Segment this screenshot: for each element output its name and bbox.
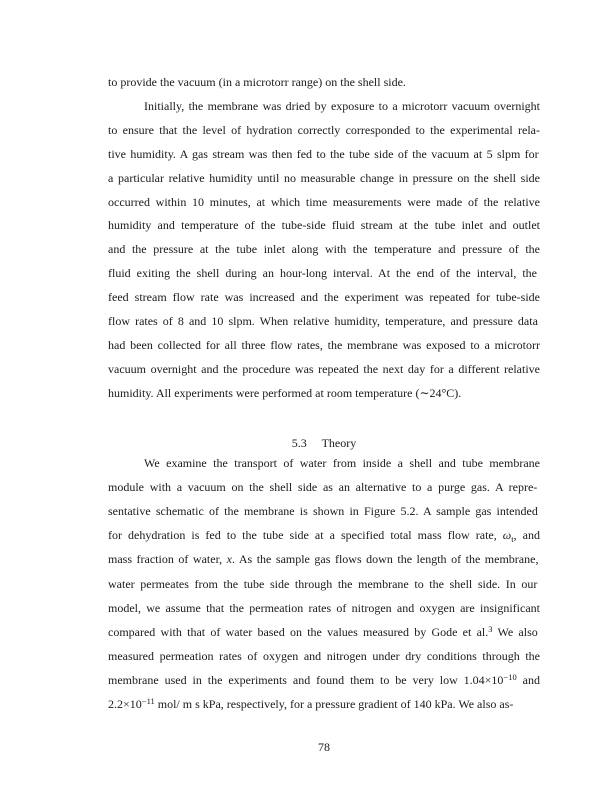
text-segment: had been collected for all three flow rates, the membrane was exposed to a microtorr bbox=[108, 337, 540, 352]
text-line bbox=[108, 337, 540, 353]
text-segment: water permeates from the tube side through the membrane to the shell side. In our bbox=[108, 576, 538, 591]
text-line bbox=[108, 527, 540, 543]
text-segment: for dehydration is fed to the tube side at a specified total mass flow rate, bbox=[108, 528, 503, 543]
text-line bbox=[108, 194, 540, 210]
text-line bbox=[108, 624, 540, 640]
text-line bbox=[108, 576, 540, 592]
text-line-content bbox=[108, 551, 538, 567]
text-line-content bbox=[108, 672, 540, 688]
page-number: 78 bbox=[318, 740, 330, 754]
text-line-content bbox=[108, 313, 538, 329]
text-line bbox=[108, 241, 540, 257]
text-segment: compared with that of water based on the values measured by Gode et al. bbox=[108, 624, 489, 639]
math-i: x bbox=[226, 552, 232, 567]
text-segment: humidity. All experiments were performed at room temperature (∼24°C). bbox=[108, 385, 462, 400]
text-line bbox=[108, 696, 540, 712]
text-segment: . As the sample gas flows down the length of the membrane, bbox=[231, 552, 539, 567]
text-segment: membrane used in the experiments and found them to be very low 1.04×10 bbox=[108, 672, 504, 687]
text-segment: mass fraction of water, bbox=[108, 552, 227, 567]
text-line bbox=[108, 313, 540, 329]
text-line-content bbox=[108, 527, 540, 543]
text-segment: , and bbox=[513, 528, 540, 543]
text-segment: to provide the vacuum (in a microtorr range) on the shell side. bbox=[108, 75, 406, 89]
text-segment: flow rates of 8 and 10 slpm. When relative humidity, temperature, and pressure data bbox=[108, 314, 538, 328]
text-line bbox=[144, 98, 540, 114]
text-line bbox=[108, 122, 540, 138]
text-segment: and bbox=[516, 672, 540, 687]
text-line-content bbox=[108, 194, 540, 210]
text-line-content bbox=[108, 361, 540, 377]
text-line-content bbox=[108, 170, 540, 186]
text-segment: a particular relative humidity until no measurable change in pressure on the shell side bbox=[108, 170, 541, 185]
text-segment: feed stream flow rate was increased and the experiment was repeated for tube-side bbox=[108, 290, 540, 305]
text-line-content bbox=[108, 600, 540, 616]
math-sup: 3 bbox=[488, 623, 493, 634]
text-segment: mol/ m s kPa, respectively, for a pressure gradient of 140 kPa. We also as- bbox=[154, 697, 514, 711]
text-line-content bbox=[108, 624, 538, 640]
text-segment: We examine the transport of water from inside a shell and tube membrane bbox=[144, 456, 540, 470]
text-line bbox=[108, 551, 540, 567]
text-line bbox=[108, 479, 540, 495]
math-i: ω bbox=[502, 528, 512, 543]
text-line-content bbox=[108, 74, 406, 90]
text-line bbox=[108, 600, 540, 616]
text-segment: fluid exiting the shell during an hour-long interval. At the end of the interval, the bbox=[108, 266, 537, 281]
text-segment: humidity and temperature of the tube-side fluid stream at the tube inlet and outlet bbox=[108, 218, 540, 233]
text-line-content bbox=[108, 648, 540, 664]
text-segment: model, we assume that the permeation rates of nitrogen and oxygen are insignificant bbox=[108, 600, 540, 615]
text-segment: occurred within 10 minutes, at which time measurements were made of the relative bbox=[108, 194, 540, 209]
text-segment: tive humidity. A gas stream was then fed to the tube side of the vacuum at 5 slpm for bbox=[108, 146, 539, 161]
text-segment: and the pressure at the tube inlet along with the temperature and pressure of the bbox=[108, 242, 540, 257]
text-line-content bbox=[108, 265, 537, 281]
text-segment: 2.2×10 bbox=[108, 697, 142, 711]
text-line bbox=[108, 289, 540, 305]
text-line bbox=[108, 74, 540, 90]
text-segment: vacuum overnight and the procedure was repeated the next day for a different relative bbox=[108, 361, 540, 376]
text-line bbox=[108, 170, 540, 186]
text-line bbox=[108, 503, 540, 519]
text-line-content bbox=[108, 479, 537, 495]
text-line bbox=[108, 385, 540, 401]
text-line bbox=[108, 672, 540, 688]
text-line bbox=[108, 146, 540, 162]
section-number: 5.3 bbox=[291, 436, 307, 450]
text-segment: We also bbox=[492, 624, 538, 639]
text-line bbox=[108, 217, 540, 233]
text-line-content bbox=[108, 696, 513, 712]
text-segment: sentative schematic of the membrane is shown in Figure 5.2. A sample gas intended bbox=[108, 504, 538, 519]
text-line-content bbox=[108, 289, 540, 305]
text-line-content bbox=[108, 217, 540, 233]
section-title: Theory bbox=[321, 436, 357, 450]
text-line bbox=[108, 265, 540, 281]
section-heading bbox=[108, 435, 540, 451]
text-line-content bbox=[144, 455, 540, 471]
text-line-content bbox=[108, 576, 537, 592]
math-sup: −10 bbox=[503, 671, 517, 682]
math-sub: t bbox=[511, 534, 514, 545]
math-sup: −11 bbox=[141, 696, 155, 706]
text-segment: measured permeation rates of oxygen and nitrogen under dry conditions through the bbox=[108, 648, 540, 663]
text-line-content bbox=[144, 98, 540, 114]
text-segment: Initially, the membrane was dried by exposure to a microtorr vacuum overnight bbox=[144, 98, 540, 113]
text-line bbox=[108, 648, 540, 664]
text-line-content bbox=[108, 122, 540, 138]
text-line-content bbox=[108, 337, 540, 353]
text-line bbox=[144, 455, 540, 471]
text-segment: to ensure that the level of hydration correctly corresponded to the experimental rela- bbox=[108, 122, 540, 137]
text-line bbox=[108, 361, 540, 377]
text-line-content bbox=[108, 385, 461, 401]
text-line-content bbox=[108, 241, 540, 257]
text-segment: module with a vacuum on the shell side as an alternative to a purge gas. A repre- bbox=[108, 480, 538, 495]
text-line-content bbox=[108, 146, 539, 162]
text-line-content bbox=[108, 503, 538, 519]
